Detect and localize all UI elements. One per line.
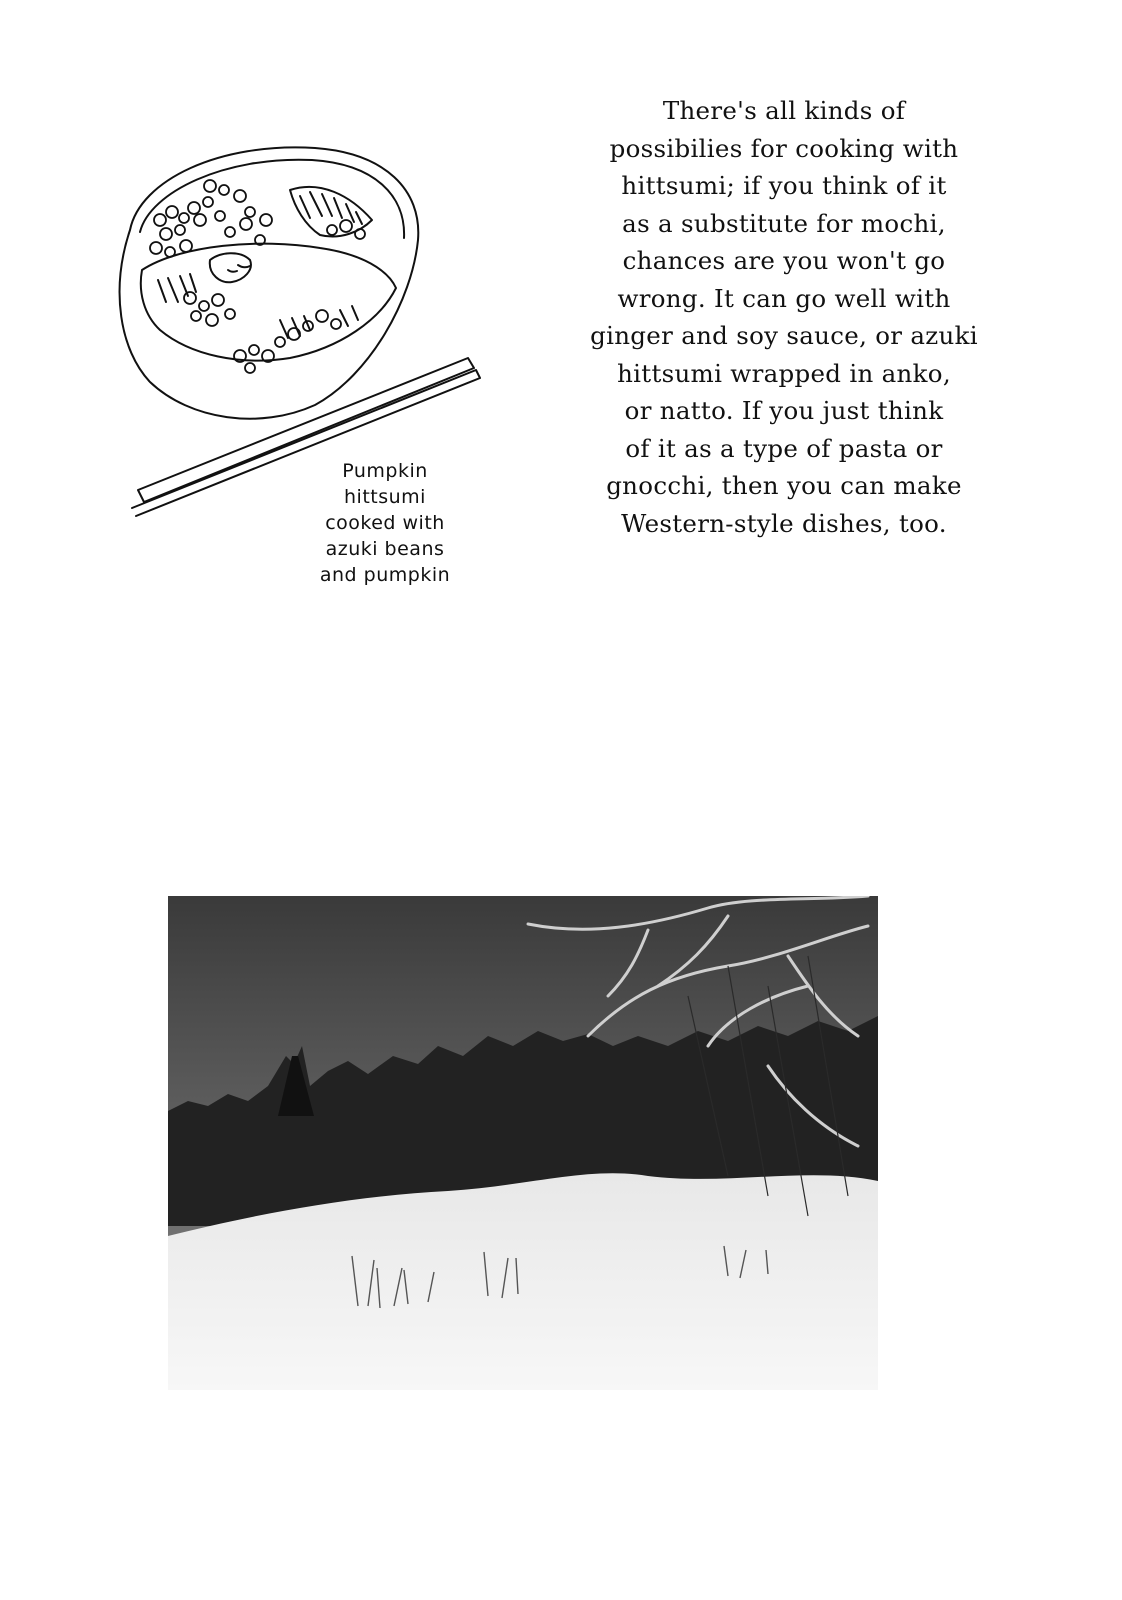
text-line: wrong. It can go well with (617, 283, 951, 313)
text-line: of it as a type of pasta or (625, 433, 943, 463)
caption-line: and pumpkin (319, 564, 451, 586)
text-line: hittsumi wrapped in anko, (617, 358, 951, 388)
text-line: chances are you won't go (622, 246, 946, 275)
text-line: gnocchi, then you can make (606, 471, 962, 500)
text-line: There's all kinds of (662, 96, 906, 125)
caption-line: azuki beans (325, 538, 445, 560)
caption-line: hittsumi (344, 486, 426, 508)
text-line: as a substitute for mochi, (622, 208, 946, 238)
caption-line: Pumpkin (342, 460, 428, 482)
text-line: Western-style dishes, too. (621, 508, 947, 538)
winter-landscape-photo (168, 896, 878, 1390)
text-line: ginger and soy sauce, or azuki (590, 321, 978, 350)
text-line: hittsumi; if you think of it (621, 171, 947, 200)
illustration-caption (300, 458, 470, 588)
caption-line: cooked with (325, 512, 445, 534)
text-line: or natto. If you just think (624, 396, 944, 425)
text-line: possibilies for cooking with (609, 133, 959, 163)
body-paragraph (568, 92, 1000, 542)
